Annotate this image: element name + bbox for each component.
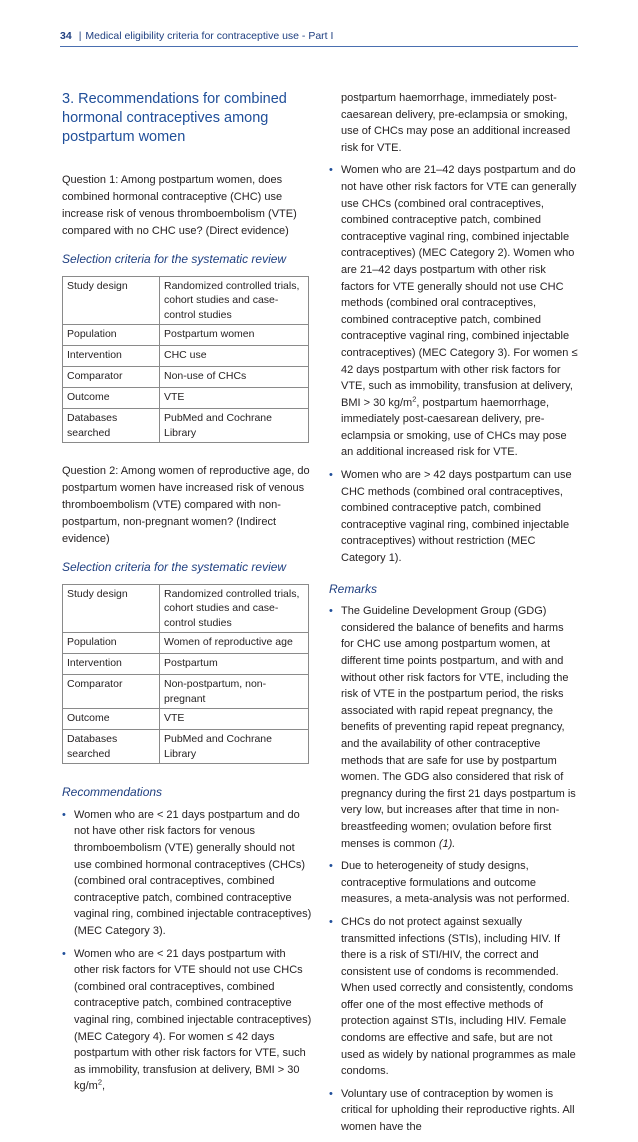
superscript: 2: [97, 1077, 103, 1087]
list-item: [329, 1086, 579, 1136]
table-row: [63, 346, 309, 367]
recommendations-list-continued: [329, 162, 579, 566]
selection-criteria-heading-2: Selection criteria for the systematic review: [62, 560, 287, 575]
table-cell-value: Non-use of CHCs: [160, 367, 309, 388]
table-cell-key: Population: [63, 633, 160, 654]
table-cell-key: Study design: [63, 584, 160, 633]
bullet-icon: •: [62, 947, 66, 960]
recommendation-text: Women who are 21–42 days postpartum and do not have other risk factors for VTE can generally use CHCs (combined oral contraceptives, combined contraceptive patch, combined contraceptive vaginal ring, combined injectable contraceptives) (MEC Category 2). Women who are 21–42 days postpartum with other risk factors for VTE generally should not use CHC methods (combined oral contraceptives, combined contraceptive patch, combined contraceptive vaginal ring, combined injectable contraceptives) (MEC Category 3). For women ≤ 42 days postpartum with other risk factors for VTE, such as immobility, transfusion at delivery, BMI > 30 kg/m: [341, 164, 578, 409]
bullet-icon: •: [329, 1087, 333, 1100]
bullet-icon: •: [329, 915, 333, 928]
page-number: 34: [60, 30, 72, 42]
table-cell-key: Intervention: [63, 654, 160, 675]
table-cell-value: Randomized controlled trials, cohort studies and case-control studies: [160, 276, 309, 325]
remark-text: Due to heterogeneity of study designs, contraceptive formulations and outcome measures, a meta-analysis was not performed.: [341, 860, 570, 906]
table-cell-key: Databases searched: [63, 409, 160, 443]
remark-text: The Guideline Development Group (GDG) considered the balance of benefits and harms for CHC use among postpartum women, at different time points postpartum, and with and without other risk factors for VTE, including the risk of VTE in the postpartum period, the risks associated with rapid repeat pregnancy, the benefits of preventing rapid repeat pregnancy, and the availability of other contraceptive methods that are safe for use by postpartum women. The GDG also considered that risk of pregnancy during the first 21 days postpartum is very low, but increases after that time in non-breastfeeding women; ovulation before first menses is common: [341, 605, 576, 850]
table-row: [63, 654, 309, 675]
recommendations-heading: Recommendations: [62, 785, 163, 800]
table-cell-key: Intervention: [63, 346, 160, 367]
section-title: 3. Recommendations for combined hormonal contraceptives among postpartum women: [62, 91, 287, 145]
criteria-table-1: [62, 276, 309, 444]
table-cell-key: Outcome: [63, 388, 160, 409]
table-cell-value: Postpartum women: [160, 325, 309, 346]
recommendation-text-cont: , postpartum haemorrhage, immediately post-caesarean delivery, pre-eclampsia or smoking, use of CHCs may pose an additional increased risk for VTE.: [341, 396, 567, 459]
page-header: [60, 26, 578, 47]
table-row: [63, 409, 309, 443]
left-column: [62, 90, 312, 1101]
question-1: Question 1: Among postpartum women, does combined hormonal contraceptive (CHC) use increase risk of venous thromboembolism (VTE) compared with no CHC use? (Direct evidence): [62, 174, 297, 237]
right-column: [329, 90, 579, 1142]
table-cell-key: Comparator: [63, 367, 160, 388]
continued-paragraph: postpartum haemorrhage, immediately post-caesarean delivery, pre-eclampsia or smoking, use of CHCs may pose an additional increased risk for VTE.: [341, 92, 571, 154]
table-cell-value: Randomized controlled trials, cohort studies and case-control studies: [160, 584, 309, 633]
table-row: [63, 584, 309, 633]
list-item: [329, 603, 579, 852]
reference-link: (1).: [438, 837, 456, 850]
list-item: [62, 807, 312, 940]
table-cell-key: Outcome: [63, 709, 160, 730]
table-cell-key: Population: [63, 325, 160, 346]
table-row: [63, 675, 309, 709]
table-cell-value: Postpartum: [160, 654, 309, 675]
table-cell-key: Comparator: [63, 675, 160, 709]
recommendations-list: [62, 807, 312, 1095]
recommendation-text-end: ,: [102, 1080, 106, 1093]
list-item: [329, 467, 579, 567]
list-item: [329, 858, 579, 908]
question-2: Question 2: Among women of reproductive age, do postpartum women have increased risk of venous thromboembolism (VTE) compared with non-postpartum, non-pregnant women? (Indirect evidence): [62, 465, 310, 546]
remarks-heading: Remarks: [329, 581, 378, 596]
recommendation-text: Women who are > 42 days postpartum can use CHC methods (combined oral contraceptives, combined contraceptive patch, combined contraceptive vaginal ring, combined injectable contraceptives) without restriction (MEC Category 1).: [341, 469, 572, 565]
header-separator: |: [78, 30, 82, 42]
table-row: [63, 367, 309, 388]
list-item: [62, 946, 312, 1095]
bullet-icon: •: [329, 164, 333, 177]
table-cell-value: VTE: [160, 709, 309, 730]
table-cell-value: CHC use: [160, 346, 309, 367]
table-cell-value: Women of reproductive age: [160, 633, 309, 654]
table-cell-value: PubMed and Cochrane Library: [160, 409, 309, 443]
remark-text: CHCs do not protect against sexually transmitted infections (STIs), including HIV. If there is a risk of STI/HIV, the correct and consistent use of condoms is recommended. When used correctly and consistently, condoms offer one of the most effective methods of protection against STIs, including HIV. Female condoms are effective and safe, but are not used as widely by national programmes as male condoms.: [341, 915, 576, 1078]
table-cell-value: VTE: [160, 388, 309, 409]
remark-text: Voluntary use of contraception by women is critical for upholding their reproductive rights. All women have the: [341, 1087, 575, 1134]
recommendation-text: Women who are < 21 days postpartum with other risk factors for VTE should not use CHCs (combined oral contraceptives, combined contraceptive patch, combined contraceptive vaginal ring, combined injectable contraceptives) (MEC Category 4). For women ≤ 42 days postpartum with other risk factors for VTE, such as immobility, transfusion at delivery, BMI > 30 kg/m: [74, 947, 312, 1093]
table-cell-value: Non-postpartum, non-pregnant: [160, 675, 309, 709]
bullet-icon: •: [62, 808, 66, 821]
table-row: [63, 730, 309, 764]
table-cell-value: PubMed and Cochrane Library: [160, 730, 309, 764]
criteria-table-2: [62, 584, 309, 765]
table-row: [63, 709, 309, 730]
bullet-icon: •: [329, 860, 333, 873]
table-row: [63, 633, 309, 654]
bullet-icon: •: [329, 605, 333, 618]
document-title: Medical eligibility criteria for contraceptive use - Part I: [85, 30, 334, 42]
table-cell-key: Study design: [63, 276, 160, 325]
superscript: 2: [412, 394, 417, 404]
table-cell-key: Databases searched: [63, 730, 160, 764]
list-item: [329, 162, 579, 461]
remarks-list: [329, 603, 579, 1135]
table-row: [63, 388, 309, 409]
selection-criteria-heading-1: Selection criteria for the systematic review: [62, 252, 287, 266]
list-item: [329, 914, 579, 1080]
recommendation-text: Women who are < 21 days postpartum and do not have other risk factors for venous thromboembolism (VTE) generally should not use combined hormonal contraceptives (CHCs) (combined oral contraceptives, combined contraceptive patch, combined contraceptive vaginal ring, combined injectable contraceptives) (MEC Category 3).: [74, 808, 312, 937]
bullet-icon: •: [329, 469, 333, 482]
table-row: [63, 325, 309, 346]
table-row: [63, 276, 309, 325]
